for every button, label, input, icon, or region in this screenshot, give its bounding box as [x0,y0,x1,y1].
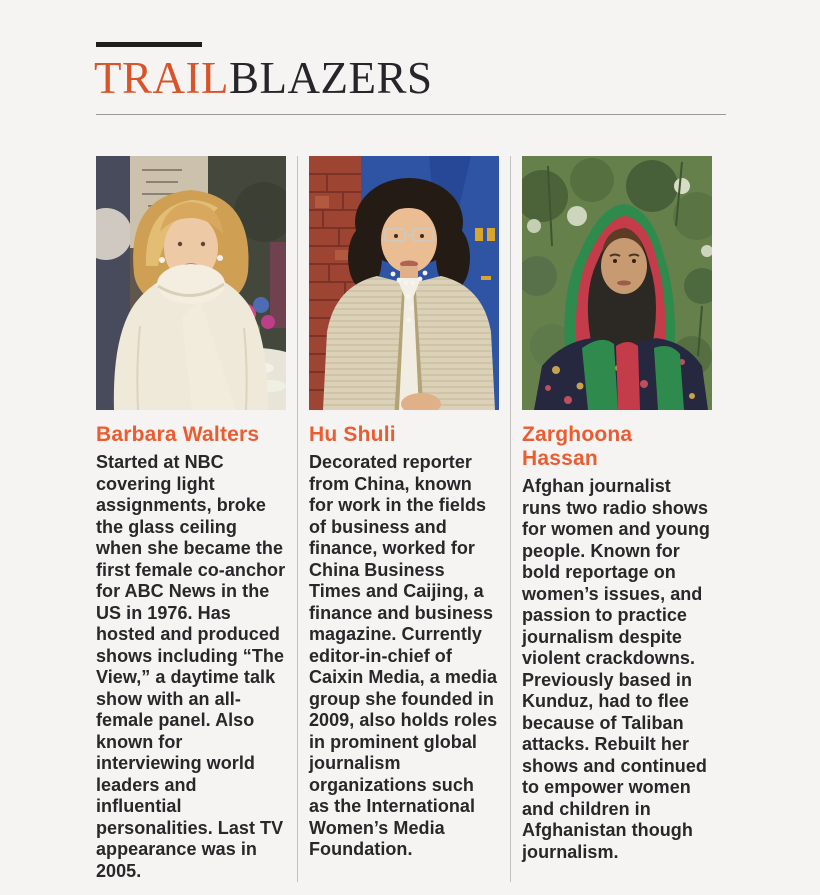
header-accent-bar [96,42,202,47]
profile-card [309,156,499,882]
page-title-rest: BLAZERS [228,53,433,103]
profile-name: Hu Shuli [309,423,396,446]
profile-name: Zarghoona Hassan [522,423,633,470]
barbara-walters-portrait [96,156,286,410]
profile-bio: Started at NBC covering light assignments, broke the glass ceiling when she became the first female co-anchor for ABC News in the US in 1976. Has hosted and produced shows including “The View,” a daytime talk show with an all-female panel. Also known for interviewing world leaders and influential personalities. Last TV appearance was in 2005. [96,452,286,881]
profile-bio: Decorated reporter from China, known for work in the fields of business and finance, worked for China Business Times and Caijing, a finance and business magazine. Currently editor-in-chief of Caixin Media, a media group she founded in 2009, also holds roles in prominent global journalism organizations such as the International Women’s Media Foundation. [309,452,498,859]
profile-card [522,156,712,882]
profile-name: Barbara Walters [96,423,260,446]
hu-shuli-portrait [309,156,499,410]
column-divider [510,156,511,882]
page-title [94,53,820,103]
page-title-accent: TRAIL [94,53,229,103]
zarghoona-hassan-portrait [522,156,712,410]
profiles-section [96,156,820,882]
profile-bio: Afghan journalist runs two radio shows for women and young people. Known for bold reportage on women’s issues, and passion to practice journalism despite violent crackdowns. Previously based in Kunduz, had to flee because of Taliban attacks. Rebuilt her shows and continued to empower women and children in Afghanistan though journalism. [522,476,710,862]
profile-card [96,156,286,882]
header-rule [96,114,726,115]
header [96,42,820,115]
column-divider [297,156,298,882]
